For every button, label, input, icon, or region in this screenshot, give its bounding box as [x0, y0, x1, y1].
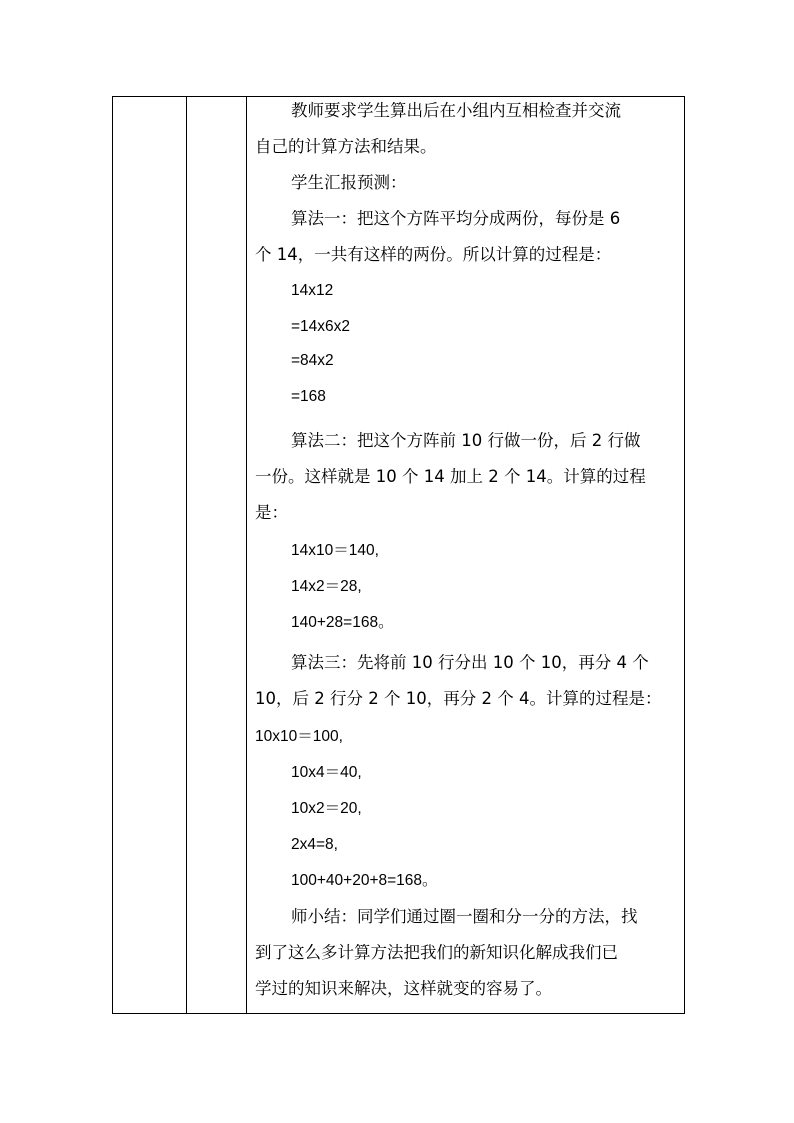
- text-line: 算法三：先将前 10 行分出 10 个 10，再分 4 个: [291, 653, 649, 672]
- text-line: 个 14，一共有这样的两份。所以计算的过程是：: [255, 245, 612, 264]
- formula-line: =168: [291, 388, 326, 405]
- column-divider-2: [246, 97, 247, 1013]
- text-line: 教师要求学生算出后在小组内互相检查并交流: [291, 101, 621, 120]
- text-line: 一份。这样就是 10 个 14 加上 2 个 14。计算的过程: [255, 467, 646, 486]
- formula-line: 10x10＝100,: [255, 728, 343, 745]
- text-line: 算法二：把这个方阵前 10 行做一份，后 2 行做: [291, 431, 641, 450]
- formula-line: 14x2＝28,: [291, 578, 362, 595]
- formula-line: 14x12: [291, 282, 334, 299]
- formula-line: 2x4=8,: [291, 836, 338, 853]
- text-line: 自己的计算方法和结果。: [255, 137, 437, 156]
- text-line: 10，后 2 行分 2 个 10，再分 2 个 4。计算的过程是：: [255, 689, 662, 708]
- text-line: 是：: [255, 503, 288, 522]
- lesson-table: [112, 96, 685, 1014]
- column-divider-1: [186, 97, 187, 1013]
- text-line: 算法一：把这个方阵平均分成两份，每份是 6: [291, 209, 621, 228]
- formula-line: 100+40+20+8=168。: [291, 872, 438, 889]
- text-line: 学过的知识来解决，这样就变的容易了。: [255, 979, 552, 998]
- text-line: 到了这么多计算方法把我们的新知识化解成我们已: [255, 943, 618, 962]
- formula-line: =14x6x2: [291, 318, 351, 335]
- formula-line: 140+28=168。: [291, 614, 394, 631]
- formula-line: 10x2＝20,: [291, 800, 362, 817]
- text-line: 师小结：同学们通过圈一圈和分一分的方法，找: [291, 907, 638, 926]
- formula-line: 10x4＝40,: [291, 764, 362, 781]
- formula-line: =84x2: [291, 352, 334, 369]
- formula-line: 14x10＝140,: [291, 542, 379, 559]
- text-line: 学生汇报预测：: [291, 173, 407, 192]
